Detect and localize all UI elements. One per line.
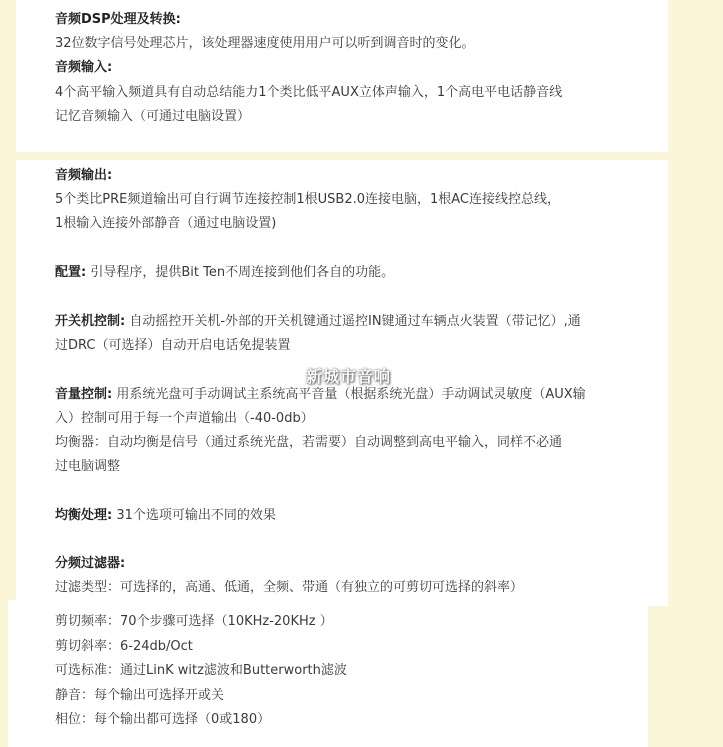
volume-line-3: 均衡器：自动均衡是信号（通过系统光盘，若需要）自动调整到高电平输入，同样不必通 bbox=[55, 435, 563, 450]
volume-line-2: 入）控制可用于每一个声道输出（-40-0db） bbox=[55, 411, 314, 426]
output-heading: 音频输出: bbox=[55, 168, 113, 183]
input-line-2: 记忆音频输入（可通过电脑设置） bbox=[55, 109, 251, 124]
crossover-heading: 分频过滤器: bbox=[55, 556, 126, 571]
input-line-1: 4个高平输入频道具有自动总结能力1个类比低平AUX立体声输入，1个高电平电话静音线 bbox=[55, 85, 563, 100]
crossover-line-6: 相位：每个输出都可选择（0或180） bbox=[55, 712, 271, 727]
eq-label: 均衡处理: bbox=[55, 508, 113, 523]
volume-row bbox=[55, 386, 586, 404]
volume-label: 音量控制: bbox=[55, 387, 113, 402]
power-label: 开关机控制: bbox=[55, 314, 126, 329]
output-line-2: 1根输入连接外部静音（通过电脑设置) bbox=[55, 216, 277, 231]
crossover-line-5: 静音：每个输出可选择开或关 bbox=[55, 688, 225, 703]
volume-text: 用系统光盘可手动调试主系统高平音量（根据系统光盘）手动调试灵敏度（AUX输 bbox=[112, 387, 586, 402]
crossover-line-2: 剪切频率：70个步骤可选择（10KHz-20KHz ） bbox=[55, 614, 333, 629]
config-row bbox=[55, 264, 394, 282]
eq-text: 31个选项可输出不同的效果 bbox=[112, 508, 276, 523]
volume-line-4: 过电脑调整 bbox=[55, 459, 121, 474]
watermark: 新城市音响 bbox=[306, 367, 392, 386]
dsp-line: 32位数字信号处理芯片，该处理器速度使用用户可以听到调音时的变化。 bbox=[55, 36, 475, 51]
crossover-line-4: 可选标准：通过LinK witz滤波和Butterworth滤波 bbox=[55, 663, 347, 678]
power-row bbox=[55, 313, 581, 331]
eq-row bbox=[55, 507, 276, 525]
input-heading: 音频输入: bbox=[55, 60, 113, 75]
power-line-2: 过DRC（可选择）自动开启电话免提装置 bbox=[55, 338, 291, 353]
output-line-1: 5个类比PRE频道输出可自行调节连接控制1根USB2.0连接电脑，1根AC连接线控总线， bbox=[55, 192, 561, 207]
crossover-line-1: 过滤类型：可选择的，高通、低通，全频、带通（有独立的可剪切可选择的斜率） bbox=[55, 580, 524, 595]
power-text: 自动摇控开关机-外部的开关机键通过遥控IN键通过车辆点火装置（带记忆）,通 bbox=[125, 314, 581, 329]
dsp-heading: 音频DSP处理及转换: bbox=[55, 12, 181, 27]
config-label: 配置: bbox=[55, 265, 87, 280]
config-text: 引导程序，提供Bit Ten不周连接到他们各自的功能。 bbox=[86, 265, 395, 280]
crossover-line-3: 剪切斜率：6-24db/Oct bbox=[55, 639, 193, 654]
